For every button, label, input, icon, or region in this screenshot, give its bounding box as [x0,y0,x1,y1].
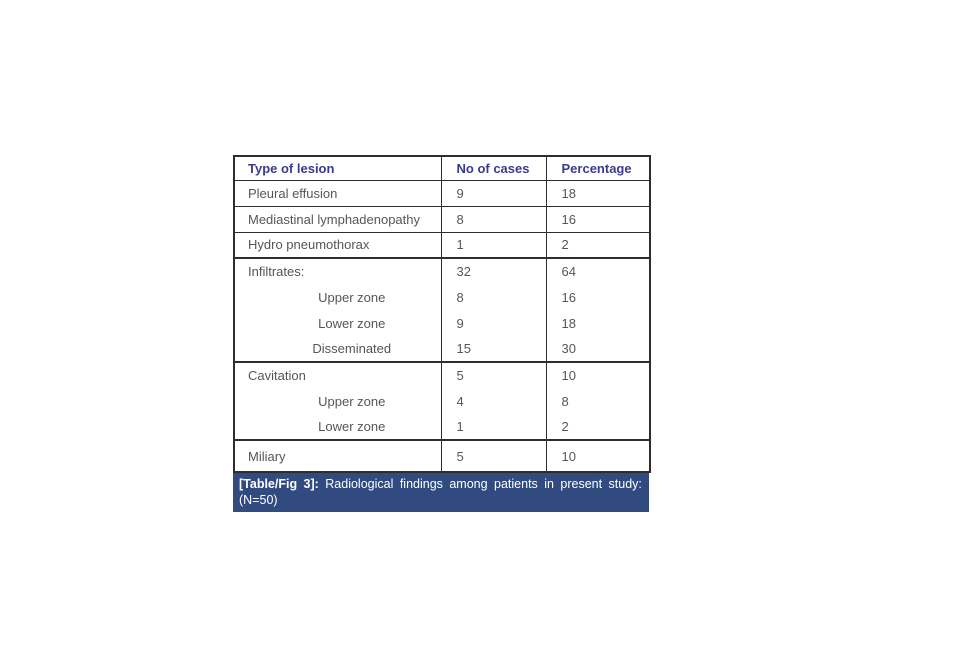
table-row [234,180,650,206]
percentage-cell: 2 [546,414,650,440]
caption-word: among [449,477,488,491]
cases-cell: 4 [441,388,546,414]
lesion-type-cell: Lower zone [318,419,386,434]
caption-word: 3]: [303,477,319,491]
caption-word: in [544,477,554,491]
percentage-cell: 16 [546,206,650,232]
cases-cell: 8 [441,284,546,310]
percentage-cell: 18 [546,310,650,336]
cases-cell: 32 [441,258,546,284]
table-figure [233,155,649,512]
cases-cell: 8 [441,206,546,232]
caption-word: patients [494,477,538,491]
percentage-cell: 10 [546,362,650,388]
table-row [234,388,650,414]
lesion-type-cell: Cavitation [234,362,441,388]
lesion-type-cell: Infiltrates: [234,258,441,284]
table-row [234,258,650,284]
percentage-cell: 64 [546,258,650,284]
column-header-type-of-lesion: Type of lesion [248,160,335,176]
radiological-findings-table [233,155,651,473]
cases-cell: 15 [441,336,546,362]
caption-word: findings [399,477,443,491]
table-row [234,284,650,310]
table-caption-line1 [239,477,642,492]
column-header-percentage: Percentage [546,156,650,180]
table-row [234,336,650,362]
lesion-type-cell: Pleural effusion [234,180,441,206]
table-row [234,362,650,388]
percentage-cell: 16 [546,284,650,310]
cases-cell: 1 [441,232,546,258]
caption-word: present [560,477,603,491]
percentage-cell: 30 [546,336,650,362]
cases-cell: 5 [441,440,546,472]
cases-cell: 1 [441,414,546,440]
lesion-type-cell: Lower zone [318,315,386,331]
cases-cell: 9 [441,180,546,206]
lesion-type-cell: Mediastinal lymphadenopathy [234,206,441,232]
table-row [234,414,650,440]
cases-cell: 5 [441,362,546,388]
table-row [234,440,650,472]
percentage-cell: 2 [546,232,650,258]
percentage-cell: 10 [546,440,650,472]
caption-word: study: [608,477,642,491]
lesion-type-cell: Upper zone [318,393,386,409]
table-caption [233,473,649,512]
cases-cell: 9 [441,310,546,336]
lesion-type-cell: Upper zone [318,289,386,305]
lesion-type-cell: Miliary [234,440,441,472]
table-row [234,310,650,336]
table-row [234,232,650,258]
table-header-row [234,156,650,180]
percentage-cell: 8 [546,388,650,414]
table-caption-line2: (N=50) [239,493,278,507]
lesion-type-cell: Hydro pneumothorax [234,232,441,258]
caption-word: Radiological [325,477,394,491]
lesion-type-cell: Disseminated [312,341,392,356]
percentage-cell: 18 [546,180,650,206]
caption-word: [Table/Fig [239,477,298,491]
table-row [234,206,650,232]
table-body [234,180,650,472]
column-header-no-of-cases: No of cases [441,156,546,180]
